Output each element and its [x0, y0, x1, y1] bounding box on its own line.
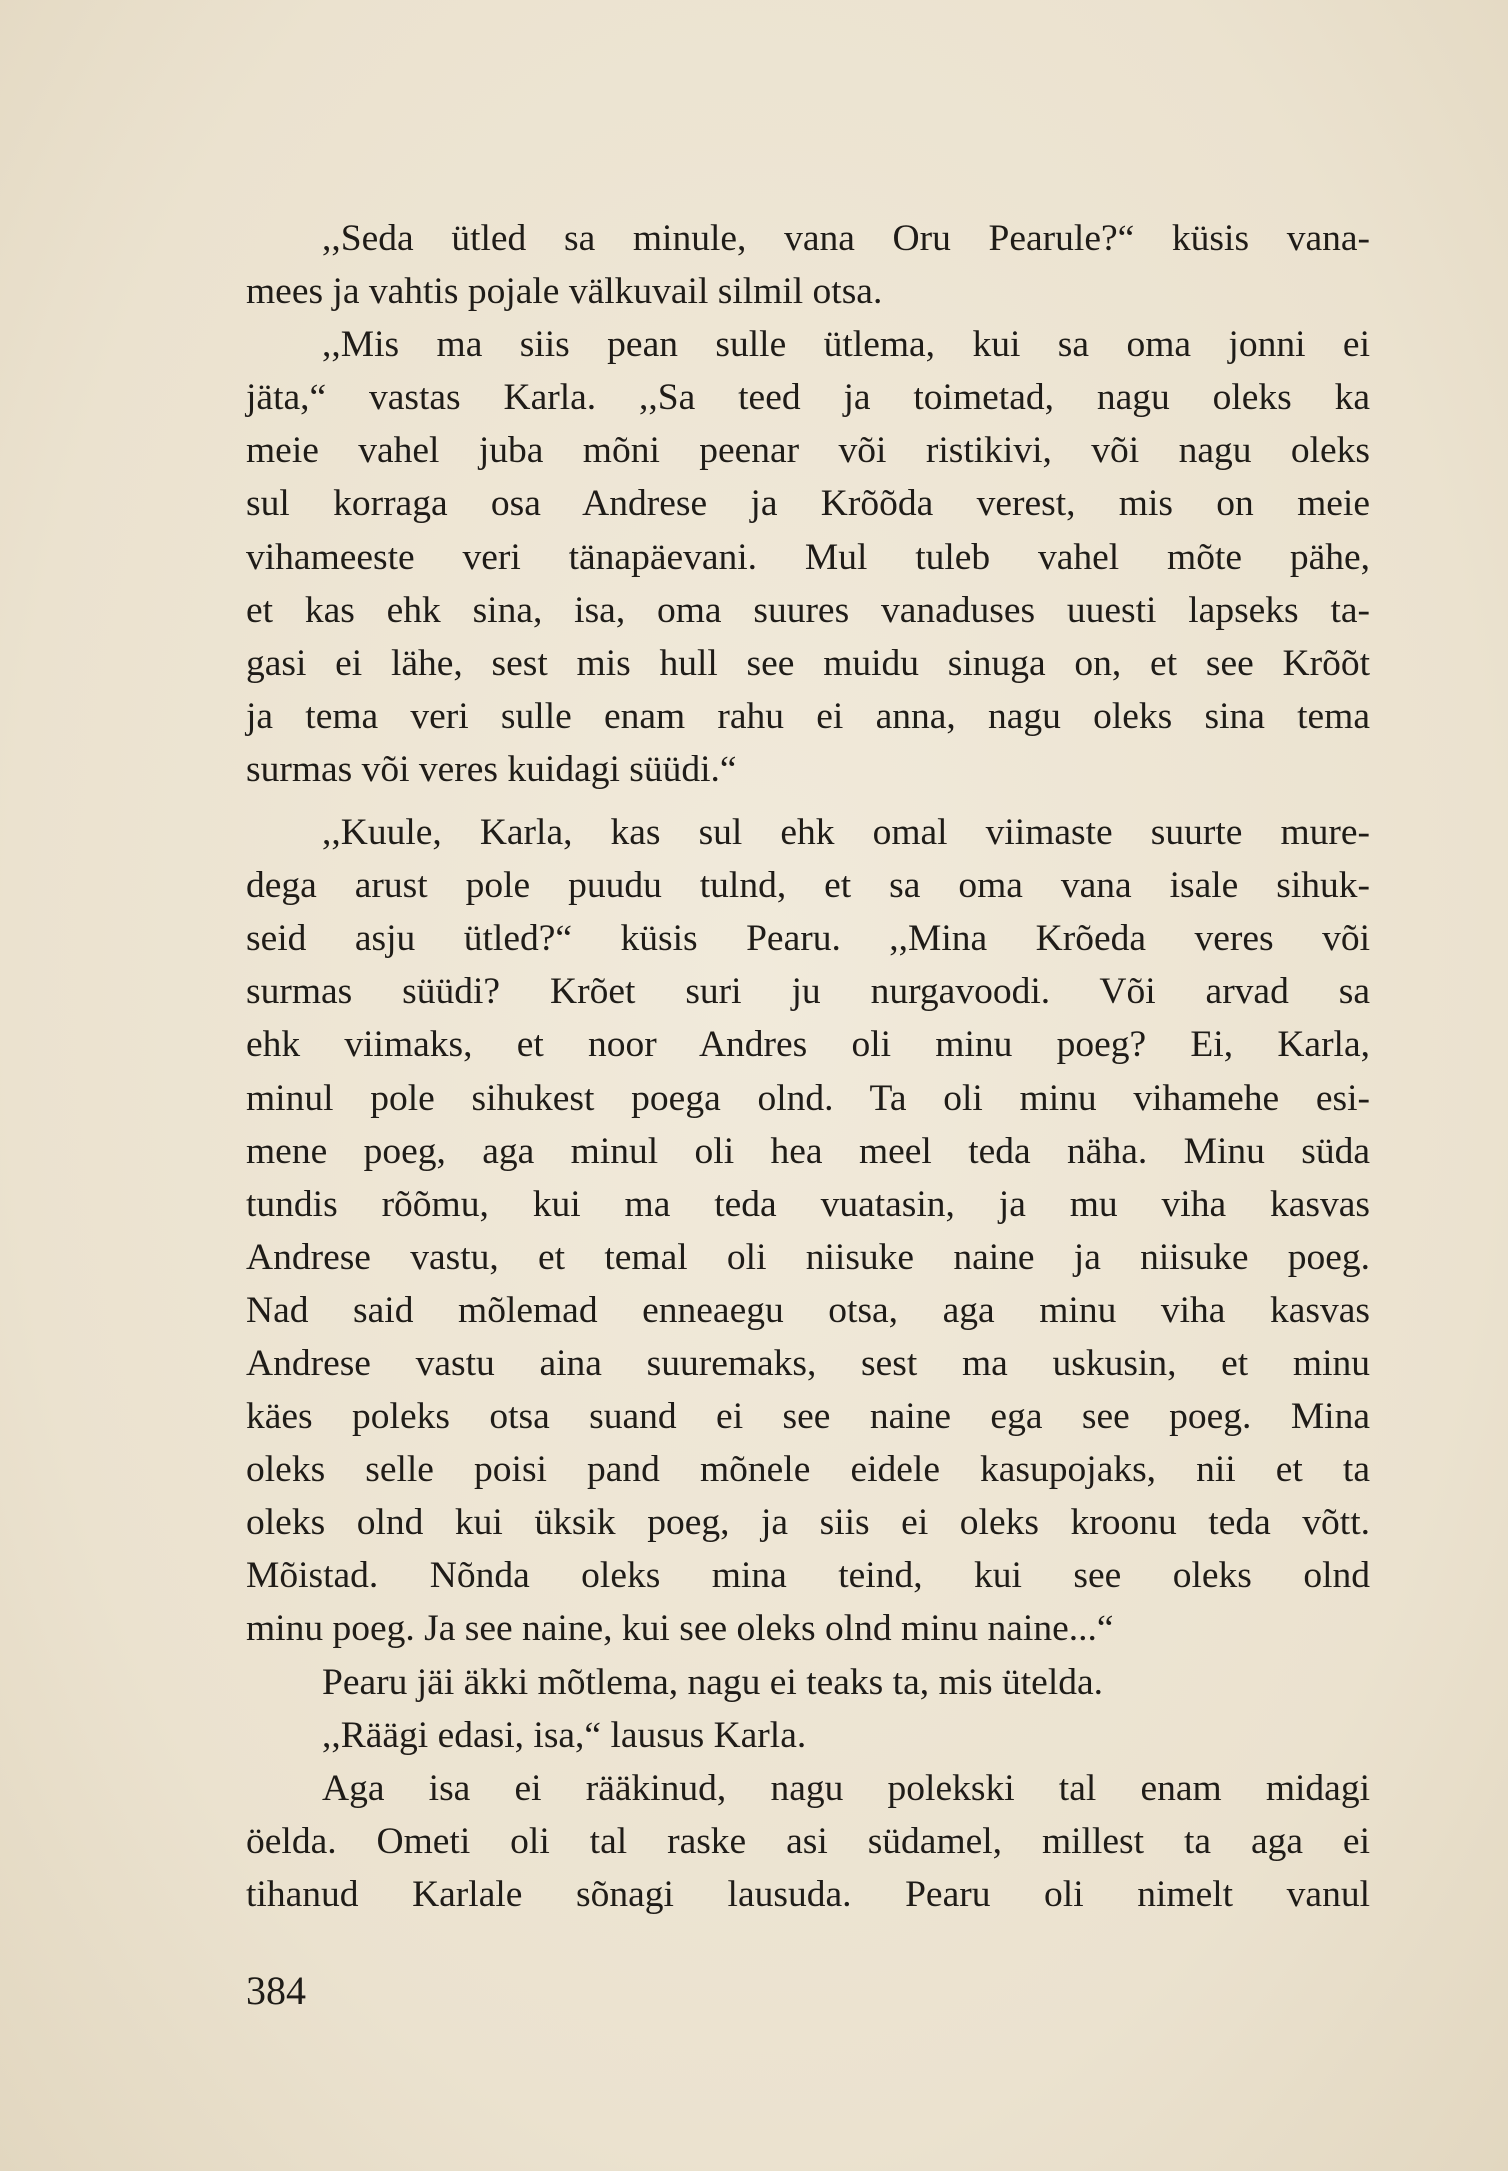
body-text [246, 212, 1370, 1921]
text-line: Mõistad. Nõnda oleks mina teind, kui see oleks olnd [246, 1555, 1370, 1597]
paragraph-5 [246, 1709, 1370, 1762]
text-line: ,,Kuule, Karla, kas sul ehk omal viimaste suurte mure- [322, 812, 1370, 854]
text-line: seid asju ütled?“ küsis Pearu. ,,Mina Krõeda veres või [246, 918, 1370, 960]
text-line: mees ja vahtis pojale välkuvail silmil otsa. [246, 271, 883, 313]
text-line: tundis rõõmu, kui ma teda vuatasin, ja mu viha kasvas [246, 1183, 1370, 1225]
text-line: Andrese vastu aina suuremaks, sest ma uskusin, et minu [246, 1342, 1370, 1384]
text-line: Nad said mõlemad enneaegu otsa, aga minu viha kasvas [246, 1289, 1370, 1331]
text-line: ,,Mis ma siis pean sulle ütlema, kui sa oma jonni ei [322, 324, 1370, 366]
paragraph-gap [246, 796, 1370, 806]
text-line: surmas süüdi? Krõet suri ju nurgavoodi. Või arvad sa [246, 971, 1370, 1013]
paragraph-3 [246, 806, 1370, 1656]
text-line: vihameeste veri tänapäevani. Mul tuleb vahel mõte pähe, [246, 536, 1370, 578]
text-line: meie vahel juba mõni peenar või ristikivi, või nagu oleks [246, 430, 1370, 472]
text-line: oleks olnd kui üksik poeg, ja siis ei oleks kroonu teda võtt. [246, 1502, 1370, 1544]
text-line: jäta,“ vastas Karla. ,,Sa teed ja toimetad, nagu oleks ka [246, 377, 1370, 419]
text-line: dega arust pole puudu tulnd, et sa oma vana isale sihuk- [246, 865, 1370, 907]
text-line: ,,Räägi edasi, isa,“ lausus Karla. [322, 1714, 807, 1756]
text-line: tihanud Karlale sõnagi lausuda. Pearu oli nimelt vanul [246, 1873, 1370, 1915]
text-line: ,,Seda ütled sa minule, vana Oru Pearule?“ küsis vana- [322, 218, 1370, 259]
text-line: sul korraga osa Andrese ja Krõõda verest, mis on meie [246, 483, 1370, 525]
text-line: ehk viimaks, et noor Andres oli minu poeg? Ei, Karla, [246, 1024, 1370, 1066]
text-line: Aga isa ei rääkinud, nagu polekski tal enam midagi [322, 1767, 1370, 1809]
paragraph-1 [246, 212, 1370, 318]
paragraph-2 [246, 318, 1370, 796]
text-line: minu poeg. Ja see naine, kui see oleks olnd minu naine...“ [246, 1608, 1114, 1650]
text-line: oleks selle poisi pand mõnele eidele kasupojaks, nii et ta [246, 1449, 1370, 1491]
text-line: gasi ei lähe, sest mis hull see muidu sinuga on, et see Krõõt [246, 642, 1370, 684]
text-line: minul pole sihukest poega olnd. Ta oli minu vihamehe esi- [246, 1077, 1370, 1119]
text-line: mene poeg, aga minul oli hea meel teda näha. Minu süda [246, 1130, 1370, 1172]
paragraph-6 [246, 1762, 1370, 1921]
text-line: et kas ehk sina, isa, oma suures vanaduses uuesti lapseks ta- [246, 589, 1370, 631]
text-line: käes poleks otsa suand ei see naine ega see poeg. Mina [246, 1396, 1370, 1438]
text-line: Pearu jäi äkki mõtlema, nagu ei teaks ta, mis ütelda. [322, 1661, 1104, 1703]
page-number: 384 [246, 1968, 306, 2013]
text-line: surmas või veres kuidagi süüdi.“ [246, 748, 737, 790]
text-line: ja tema veri sulle enam rahu ei anna, nagu oleks sina tema [246, 695, 1370, 737]
text-line: Andrese vastu, et temal oli niisuke naine ja niisuke poeg. [246, 1236, 1370, 1278]
text-line: öelda. Ometi oli tal raske asi südamel, millest ta aga ei [246, 1820, 1370, 1862]
paragraph-4 [246, 1656, 1370, 1709]
